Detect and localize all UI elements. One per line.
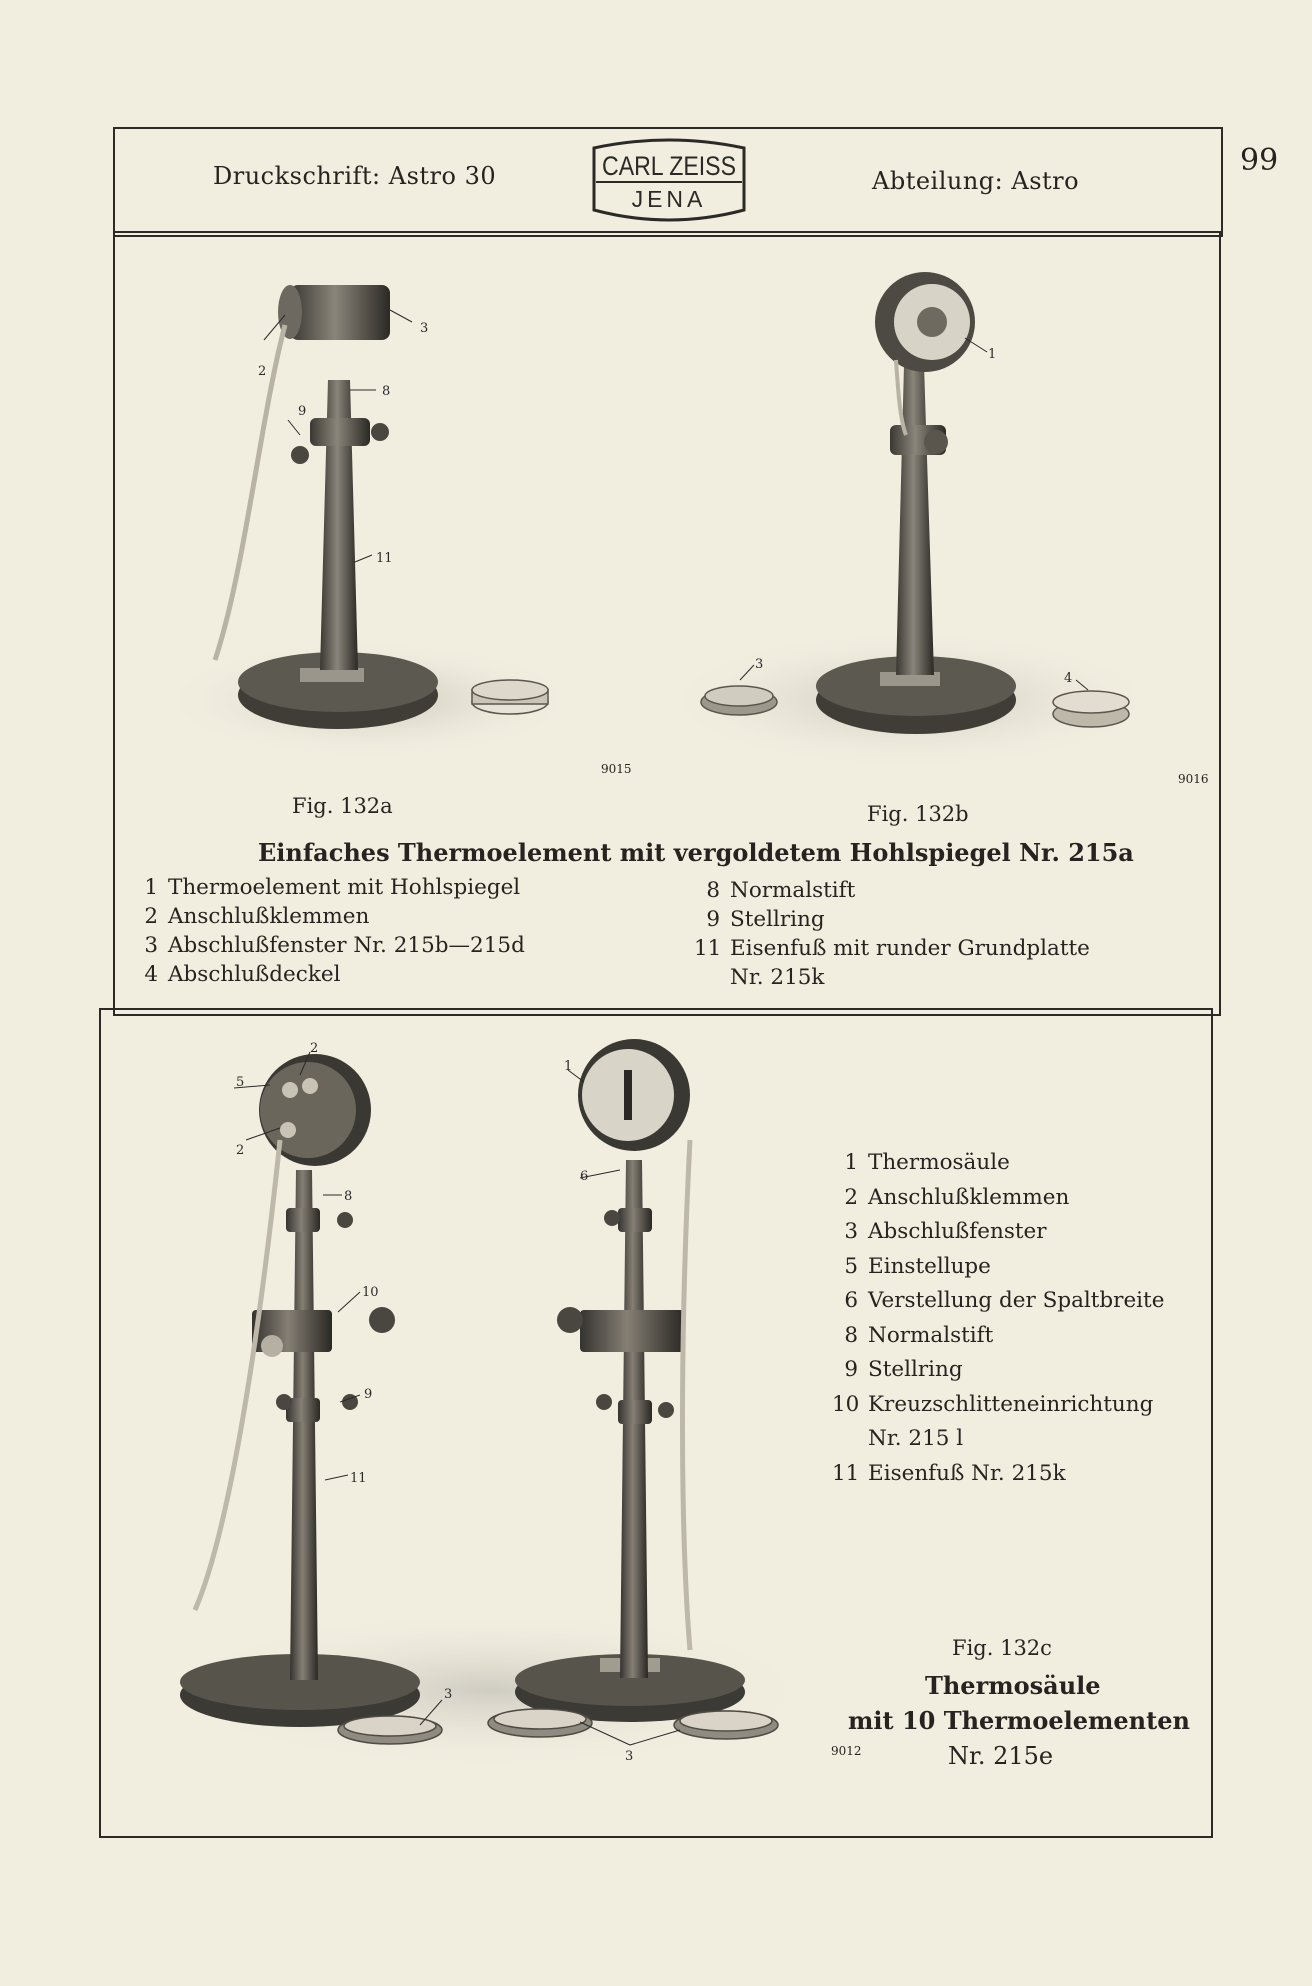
plate-number-b: 9016 (1178, 772, 1209, 786)
callout-1: 1 (988, 347, 997, 362)
plate-number-c: 9012 (831, 1744, 862, 1758)
legend-item: 11 Eisenfuß Nr. 215k (832, 1460, 1066, 1486)
svg-text:JENA: JENA (631, 186, 707, 212)
figure-caption-132b: Fig. 132b (867, 802, 969, 826)
callout-2: 2 (236, 1143, 245, 1158)
section2-caption-line2: mit 10 Thermoelementen (848, 1706, 1190, 1735)
callout-5: 5 (236, 1075, 245, 1090)
legend-item: 1 Thermoelement mit Hohlspiegel (144, 875, 521, 900)
callout-3: 3 (420, 321, 429, 336)
figure-caption-132c: Fig. 132c (952, 1636, 1052, 1660)
section1-legend-right (694, 876, 1090, 992)
legend-item: 4 Abschlußdeckel (144, 962, 341, 987)
plate-number-a: 9015 (601, 762, 632, 776)
legend-item: 5 Einstellupe (844, 1253, 991, 1279)
callout-2: 2 (258, 364, 267, 379)
legend-item: 1 Thermosäule (844, 1150, 1010, 1175)
callout-1: 1 (564, 1059, 573, 1074)
legend-item: 2 Anschlußklemmen (844, 1184, 1070, 1210)
figure-132b-photo (650, 270, 1170, 770)
callout-11: 11 (376, 551, 393, 566)
section2-caption-line3: Nr. 215e (948, 1742, 1054, 1770)
section1-title: Einfaches Thermoelement mit vergoldetem Hohlspiegel Nr. 215a (258, 838, 1134, 867)
callout-10: 10 (362, 1285, 379, 1300)
callout-6: 6 (580, 1169, 589, 1184)
legend-item: 6 Verstellung der Spaltbreite (844, 1288, 1165, 1313)
callout-3: 3 (625, 1749, 634, 1764)
figure-caption-132a: Fig. 132a (292, 794, 393, 818)
callout-2: 2 (310, 1041, 319, 1056)
department-label: Abteilung: Astro (872, 167, 1080, 195)
legend-item: 10 Kreuzschlitteneinrichtung (832, 1391, 1154, 1417)
document-reference: Druckschrift: Astro 30 (213, 162, 497, 190)
callout-9: 9 (298, 404, 307, 419)
callout-3: 3 (444, 1687, 453, 1702)
callout-3: 3 (755, 657, 764, 672)
svg-text:CARL ZEISS: CARL ZEISS (602, 151, 736, 181)
legend-item: Nr. 215k (730, 965, 825, 990)
section2-caption-line1: Thermosäule (925, 1671, 1101, 1700)
legend-item: 8 Normalstift (844, 1322, 994, 1348)
callout-11: 11 (350, 1471, 367, 1486)
legend-item: Nr. 215 l (868, 1426, 964, 1451)
legend-item: 3 Abschlußfenster (844, 1219, 1047, 1244)
figure-132c-photo (160, 1030, 820, 1770)
callout-9: 9 (364, 1387, 373, 1402)
callout-8: 8 (382, 384, 391, 399)
legend-item: 3 Abschlußfenster Nr. 215b—215d (144, 933, 525, 958)
callout-4: 4 (1064, 671, 1073, 686)
legend-item: 9 Stellring (706, 907, 825, 932)
page-number: 99 (1240, 143, 1279, 178)
legend-item: 2 Anschlußklemmen (144, 904, 370, 929)
figure-132a-photo (150, 270, 590, 770)
callout-8: 8 (344, 1189, 353, 1204)
carl-zeiss-logo (588, 138, 750, 224)
legend-item: 9 Stellring (844, 1357, 963, 1382)
legend-item: 11 Eisenfuß mit runder Grundplatte (694, 936, 1090, 961)
legend-item: 8 Normalstift (706, 878, 856, 903)
section2-legend (832, 1146, 1164, 1491)
section1-legend-left (140, 873, 525, 989)
